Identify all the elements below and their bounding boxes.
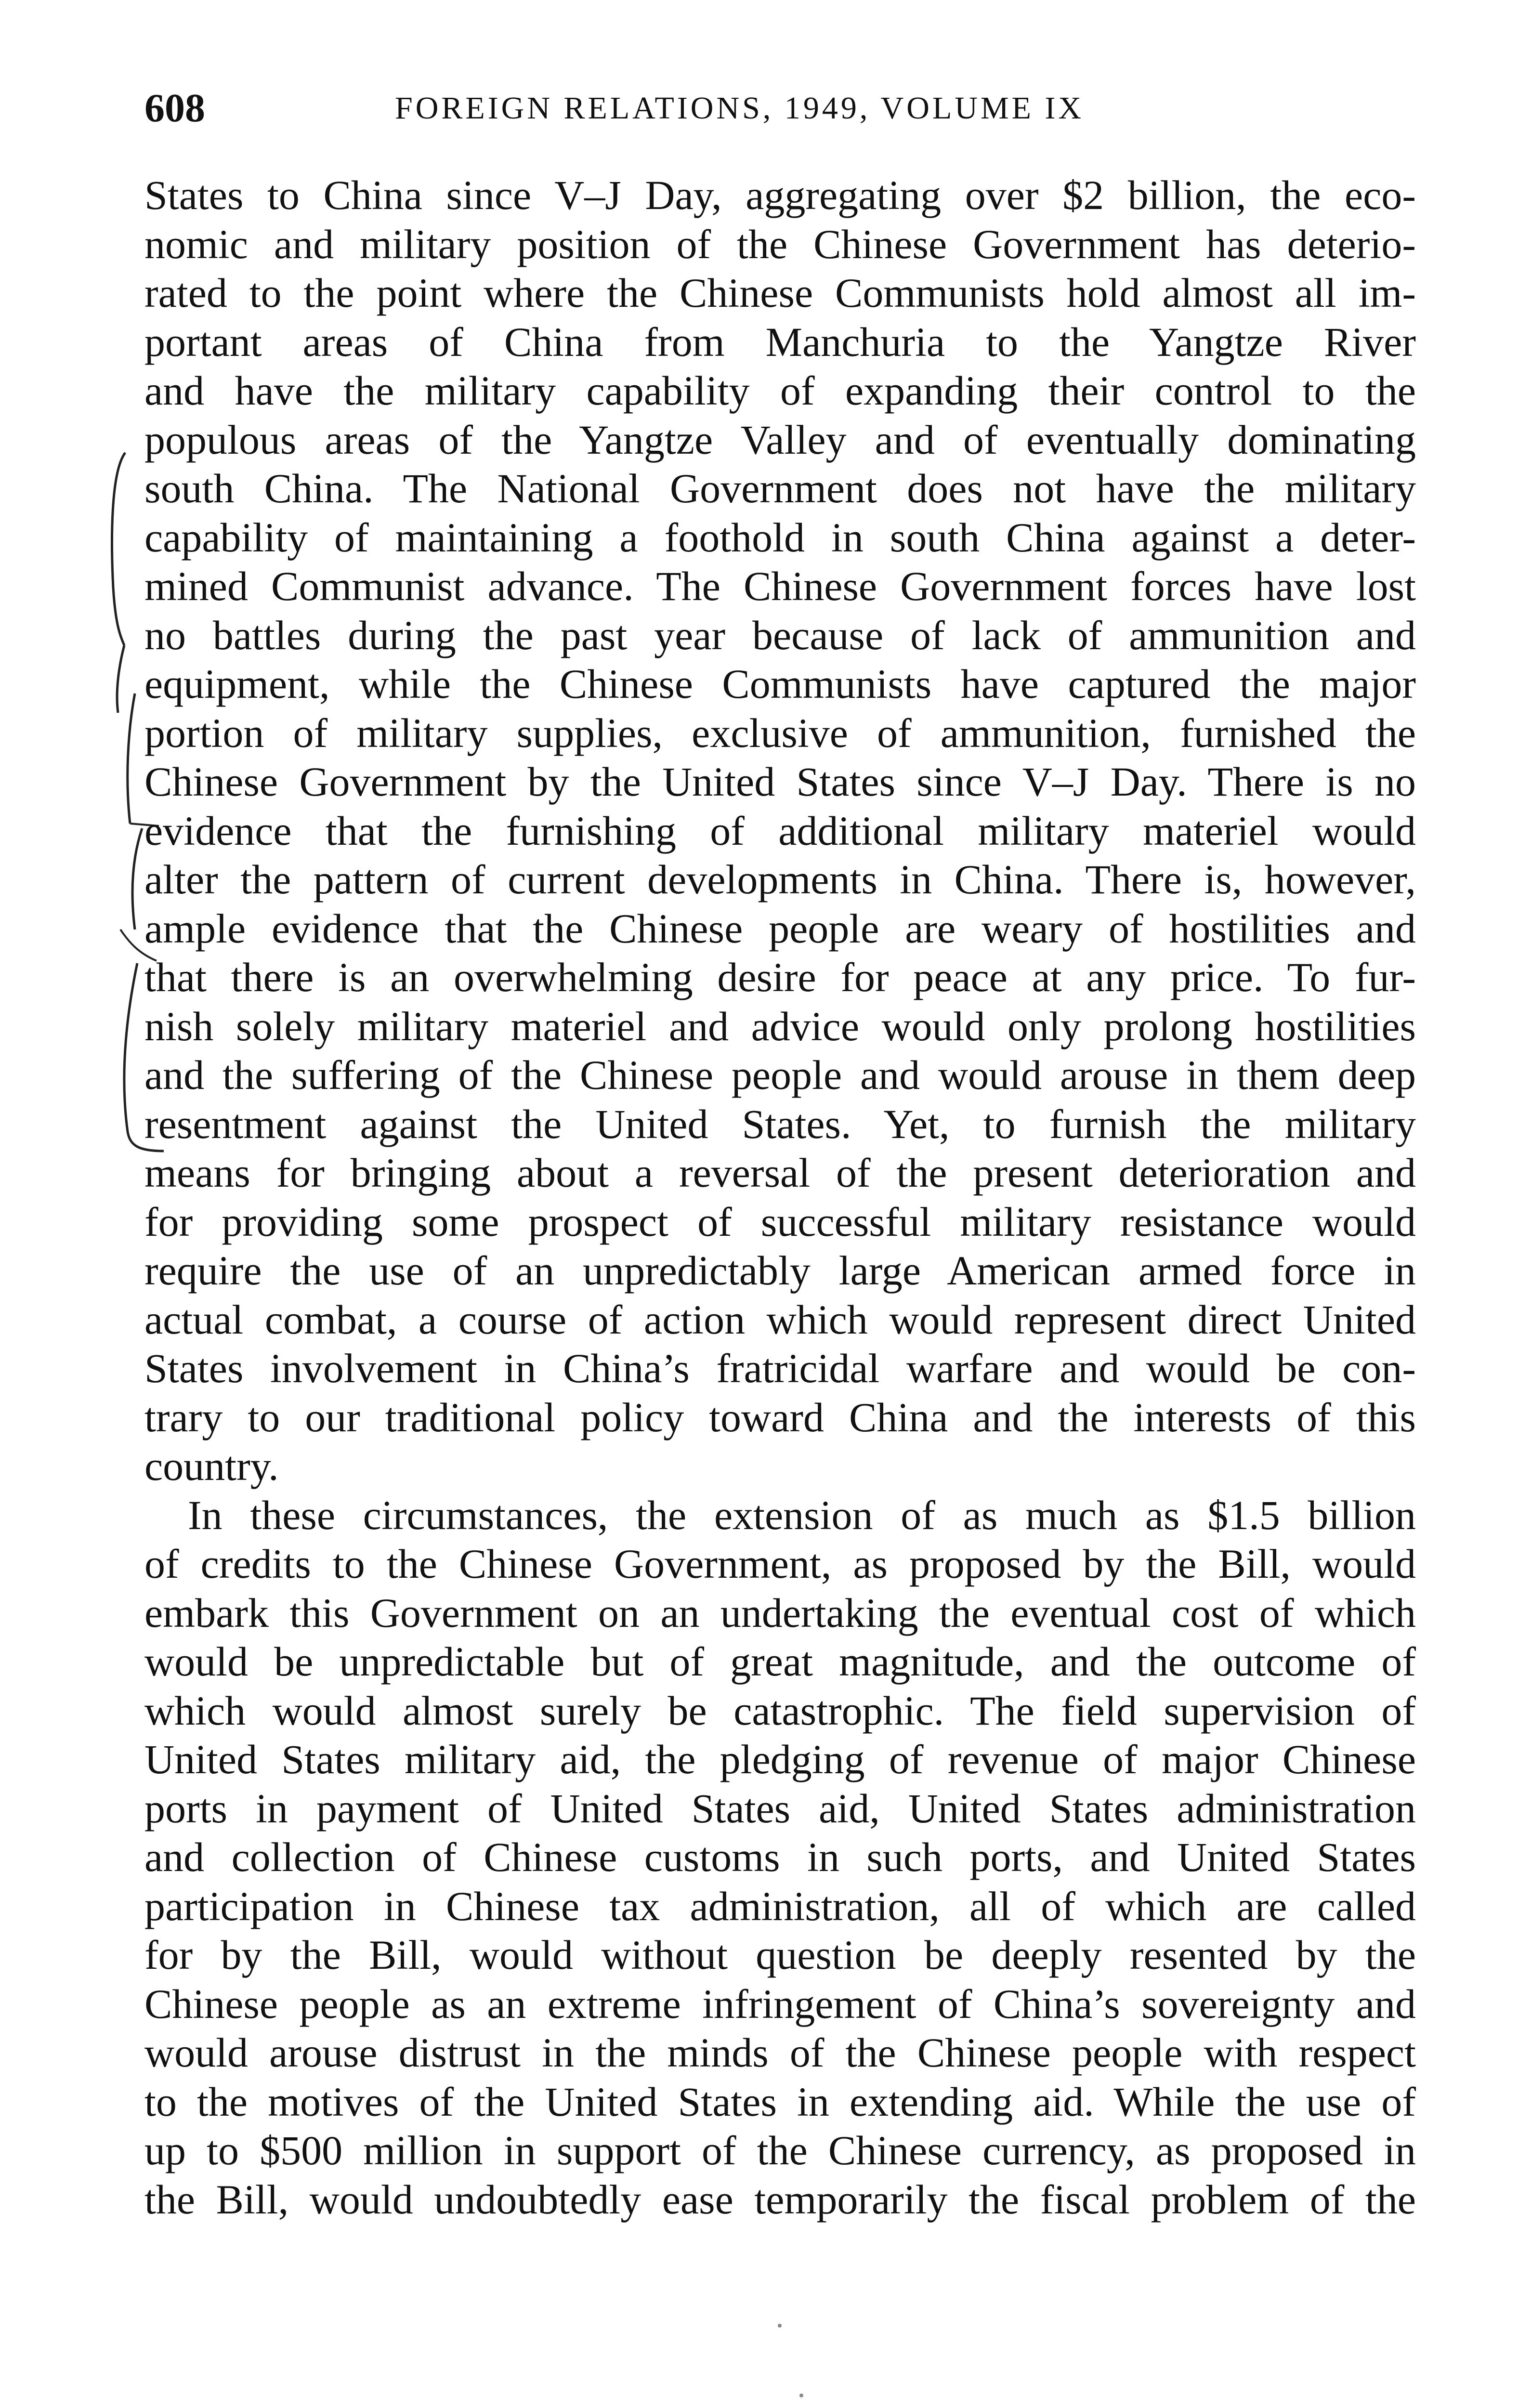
text-line: ports in payment of United States aid, United States administration [144, 1785, 1416, 1832]
text-line: that there is an overwhelming desire for peace at any price. To fur- [144, 954, 1416, 1000]
text-line: resentment against the United States. Yet, to furnish the military [144, 1100, 1416, 1147]
text-line: nomic and military position of the Chinese Government has deterio- [144, 221, 1416, 267]
text-line: actual combat, a course of action which would represent direct United [144, 1296, 1416, 1343]
text-line: portant areas of China from Manchuria to the Yangtze River [144, 318, 1416, 365]
text-line: rated to the point where the Chinese Communists hold almost all im- [144, 270, 1416, 316]
text-line: mined Communist advance. The Chinese Government forces have lost [144, 563, 1416, 609]
text-line: up to $500 million in support of the Chinese currency, as proposed in [144, 2127, 1416, 2173]
text-line: equipment, while the Chinese Communists have captured the major [144, 661, 1416, 707]
text-line: and the suffering of the Chinese people and would arouse in them deep [144, 1052, 1416, 1098]
text-line: no battles during the past year because of lack of ammunition and [144, 612, 1416, 658]
text-line: to the motives of the United States in extending aid. While the use of [144, 2078, 1416, 2125]
text-line: nish solely military materiel and advice would only prolong hostilities [144, 1003, 1416, 1049]
text-line: means for bringing about a reversal of the present deterioration and [144, 1150, 1416, 1196]
text-line: evidence that the furnishing of additional military materiel would [144, 807, 1416, 854]
text-line: trary to our traditional policy toward China and the interests of this [144, 1394, 1416, 1440]
text-line: for by the Bill, would without question be deeply resented by the [144, 1932, 1416, 1978]
page-number: 608 [144, 86, 205, 131]
text-line: require the use of an unpredictably large American armed force in [144, 1247, 1416, 1294]
running-head [144, 82, 1416, 135]
text-line: country. [144, 1443, 279, 1489]
text-line: alter the pattern of current developments in China. There is, however, [144, 856, 1416, 903]
running-title: FOREIGN RELATIONS, 1949, VOLUME IX [395, 91, 1085, 126]
text-line: Chinese Government by the United States since V–J Day. There is no [144, 759, 1416, 805]
text-line: States to China since V–J Day, aggregating over $2 billion, the eco- [144, 172, 1416, 218]
print-speck [778, 2324, 782, 2328]
text-line: would arouse distrust in the minds of the Chinese people with respect [144, 2029, 1416, 2076]
text-line: and collection of Chinese customs in such ports, and United States [144, 1834, 1416, 1880]
text-line: populous areas of the Yangtze Valley and of eventually dominating [144, 416, 1416, 463]
text-line: ample evidence that the Chinese people are weary of hostilities and [144, 905, 1416, 952]
text-line: Chinese people as an extreme infringement of China’s sovereignty and [144, 1980, 1416, 2027]
text-line: portion of military supplies, exclusive of ammunition, furnished the [144, 709, 1416, 756]
text-line: United States military aid, the pledging of revenue of major Chinese [144, 1736, 1416, 1782]
text-line: the Bill, would undoubtedly ease temporarily the fiscal problem of the [144, 2176, 1416, 2223]
text-line: of credits to the Chinese Government, as proposed by the Bill, would [144, 1541, 1416, 1587]
body-text [144, 171, 1416, 2224]
text-line: south China. The National Government does not have the military [144, 465, 1416, 511]
paragraph-first-line: In these circumstances, the extension of as much as $1.5 billion [188, 1492, 1416, 1538]
text-line: for providing some prospect of successful military resistance would [144, 1198, 1416, 1245]
text-line: capability of maintaining a foothold in south China against a deter- [144, 514, 1416, 561]
text-line: which would almost surely be catastrophic. The field supervision of [144, 1687, 1416, 1734]
text-line: would be unpredictable but of great magnitude, and the outcome of [144, 1638, 1416, 1685]
text-line: States involvement in China’s fratricidal warfare and would be con- [144, 1345, 1416, 1391]
text-line: participation in Chinese tax administration, all of which are called [144, 1883, 1416, 1929]
text-line: embark this Government on an undertaking the eventual cost of which [144, 1589, 1416, 1636]
print-speck [799, 2394, 803, 2397]
text-line: and have the military capability of expanding their control to the [144, 367, 1416, 414]
